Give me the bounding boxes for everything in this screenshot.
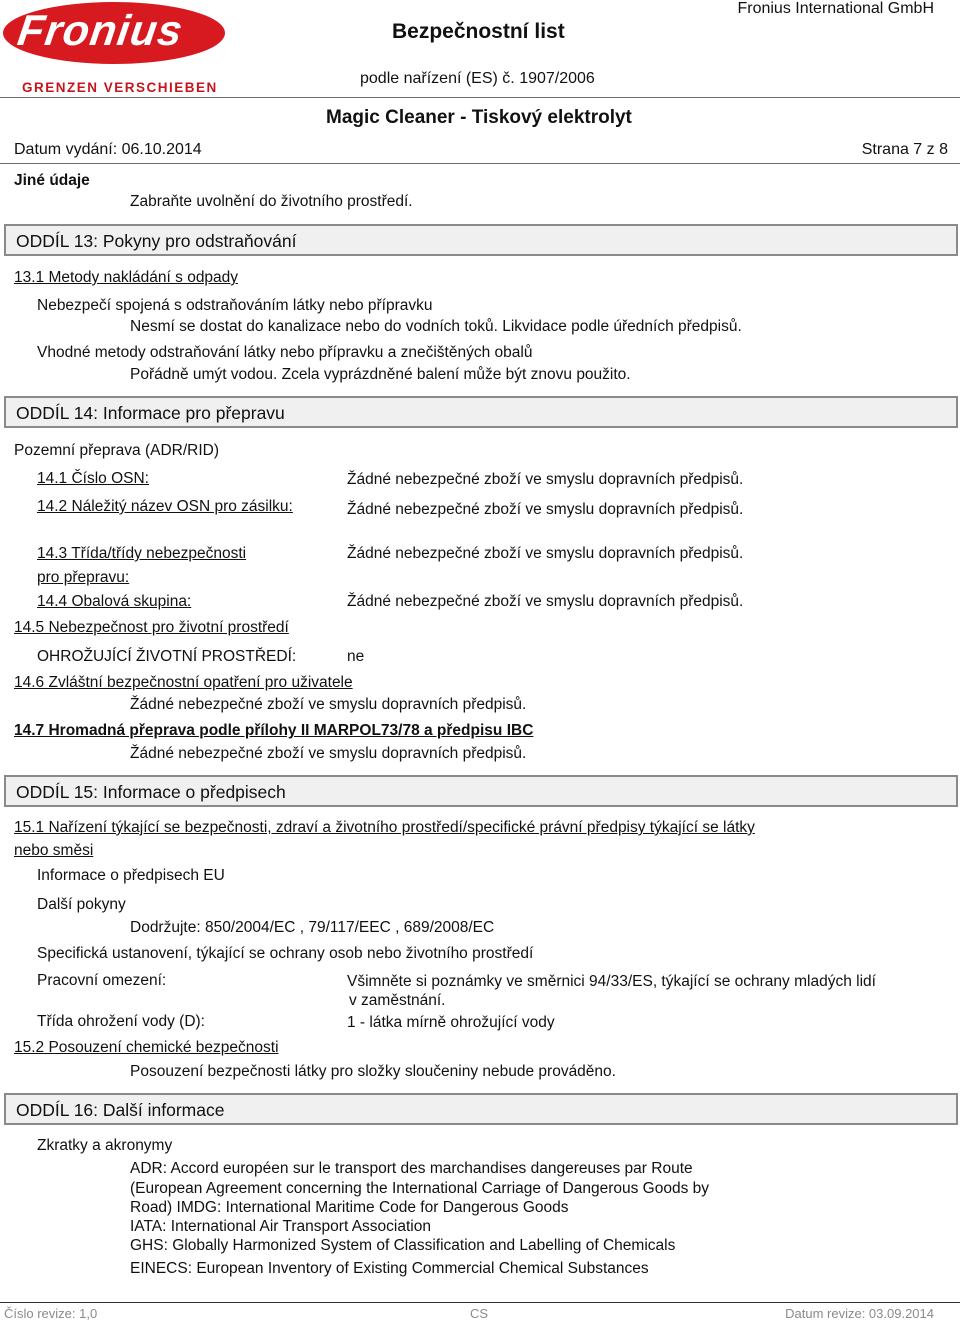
section-16-band [4, 1093, 958, 1125]
water-hazard-value: 1 - látka mírně ohrožující vody [347, 1014, 555, 1031]
header-divider-top [0, 97, 960, 98]
packing-group-label: 14.4 Obalová skupina: [37, 593, 192, 610]
logo-wordmark: Fronius [14, 7, 187, 55]
environment-value: ne [347, 648, 365, 665]
header-divider-bottom [0, 163, 960, 164]
un-number-value: Žádné nebezpečné zboží ve smyslu dopravních předpisů. [347, 471, 744, 488]
section-15-1-heading-line2: nebo směsi [14, 842, 94, 859]
waste-hazards-text: Nesmí se dostat do kanalizace nebo do vodních toků. Likvidace podle úředních předpisů. [130, 318, 742, 335]
other-info-text: Zabraňte uvolnění do životního prostředí. [130, 193, 413, 210]
section-14-title: ODDÍL 14: Informace pro přepravu [16, 403, 285, 423]
further-notes-text: Dodržujte: 850/2004/EC , 79/117/EEC , 689/2008/EC [130, 919, 495, 936]
packing-group-value: Žádné nebezpečné zboží ve smyslu dopravních předpisů. [347, 593, 744, 610]
section-16-title: ODDÍL 16: Další informace [16, 1100, 225, 1120]
abbreviation-line: EINECS: European Inventory of Existing Commercial Chemical Substances [130, 1260, 649, 1277]
disposal-methods-text: Pořádně umýt vodou. Zcela vyprázdněné balení může být znovu použito. [130, 366, 631, 383]
hazard-class-value: Žádné nebezpečné zboží ve smyslu dopravních předpisů. [347, 545, 744, 562]
eu-regulations-heading: Informace o předpisech EU [37, 867, 225, 884]
work-restrictions-value-line1: Všimněte si poznámky ve směrnici 94/33/ES, týkající se ochrany mladých lidí [347, 973, 876, 990]
work-restrictions-value-line2: v zaměstnání. [349, 992, 446, 1009]
water-hazard-label: Třída ohrožení vody (D): [37, 1013, 205, 1030]
section-15-band [4, 775, 958, 807]
abbreviations-heading: Zkratky a akronymy [37, 1137, 173, 1154]
chemical-safety-text: Posouzení bezpečnosti látky pro složky sloučeniny nebude prováděno. [130, 1063, 616, 1080]
hazard-class-label-line1: 14.3 Třída/třídy nebezpečnosti [37, 545, 247, 562]
further-notes-heading: Další pokyny [37, 896, 126, 913]
company-name: Fronius International GmbH [737, 0, 934, 17]
abbreviation-line: GHS: Globally Harmonized System of Classification and Labelling of Chemicals [130, 1237, 676, 1254]
logo-tagline: GRENZEN VERSCHIEBEN [22, 80, 218, 95]
environmental-hazards-heading: 14.5 Nebezpečnost pro životní prostředí [14, 619, 289, 636]
abbreviation-line: (European Agreement concerning the International Carriage of Dangerous Goods by [130, 1180, 710, 1197]
abbreviation-line: ADR: Accord européen sur le transport des marchandises dangereuses par Route [130, 1160, 693, 1177]
land-transport-heading: Pozemní přeprava (ADR/RID) [14, 442, 220, 459]
revision-number: Číslo revize: 1,0 [4, 1306, 98, 1321]
shipping-name-value: Žádné nebezpečné zboží ve smyslu dopravních předpisů. [347, 501, 744, 518]
disposal-methods-heading: Vhodné metody odstraňování látky nebo přípravku a znečištěných obalů [37, 344, 533, 361]
product-name: Magic Cleaner - Tiskový elektrolyt [326, 107, 632, 128]
hazard-class-label-line2: pro přepravu: [37, 569, 130, 586]
waste-hazards-heading: Nebezpečí spojená s odstraňováním látky nebo přípravku [37, 297, 433, 314]
language-code: CS [470, 1306, 489, 1321]
section-14-band [4, 396, 958, 428]
revision-date: Datum revize: 03.09.2014 [785, 1306, 934, 1321]
work-restrictions-label: Pracovní omezení: [37, 972, 167, 989]
footer-divider [0, 1302, 960, 1303]
document-title: Bezpečnostní list [392, 20, 565, 43]
user-precautions-value: Žádné nebezpečné zboží ve smyslu dopravních předpisů. [130, 696, 527, 713]
section-13-title: ODDÍL 13: Pokyny pro odstraňování [16, 231, 297, 251]
section-13-band [4, 224, 958, 256]
bulk-transport-heading: 14.7 Hromadná přeprava podle přílohy II MARPOL73/78 a předpisu IBC [14, 722, 534, 739]
abbreviation-line: IATA: International Air Transport Association [130, 1218, 431, 1235]
user-precautions-heading: 14.6 Zvláštní bezpečnostní opatření pro uživatele [14, 674, 353, 691]
bulk-transport-value: Žádné nebezpečné zboží ve smyslu dopravních předpisů. [130, 745, 527, 762]
specific-provisions-heading: Specifická ustanovení, týkající se ochrany osob nebo životního prostředí [37, 945, 534, 962]
abbreviation-line: Road) IMDG: International Maritime Code for Dangerous Goods [130, 1199, 569, 1216]
section-15-2-heading: 15.2 Posouzení chemické bezpečnosti [14, 1039, 279, 1056]
other-info-heading: Jiné údaje [14, 172, 90, 189]
section-15-title: ODDÍL 15: Informace o předpisech [16, 782, 286, 802]
shipping-name-label: 14.2 Náležitý název OSN pro zásilku: [37, 498, 293, 515]
regulation-reference: podle nařízení (ES) č. 1907/2006 [360, 70, 595, 87]
issue-date: Datum vydání: 06.10.2014 [14, 141, 202, 158]
section-13-1-heading: 13.1 Metody nakládání s odpady [14, 269, 239, 286]
environment-label: OHROŽUJÍCÍ ŽIVOTNÍ PROSTŘEDÍ: [37, 648, 297, 665]
un-number-label: 14.1 Číslo OSN: [37, 470, 149, 487]
section-15-1-heading-line1: 15.1 Nařízení týkající se bezpečnosti, zdraví a životního prostředí/specifické právní předpisy týkající se látky [14, 819, 755, 836]
page-number: Strana 7 z 8 [861, 141, 948, 158]
